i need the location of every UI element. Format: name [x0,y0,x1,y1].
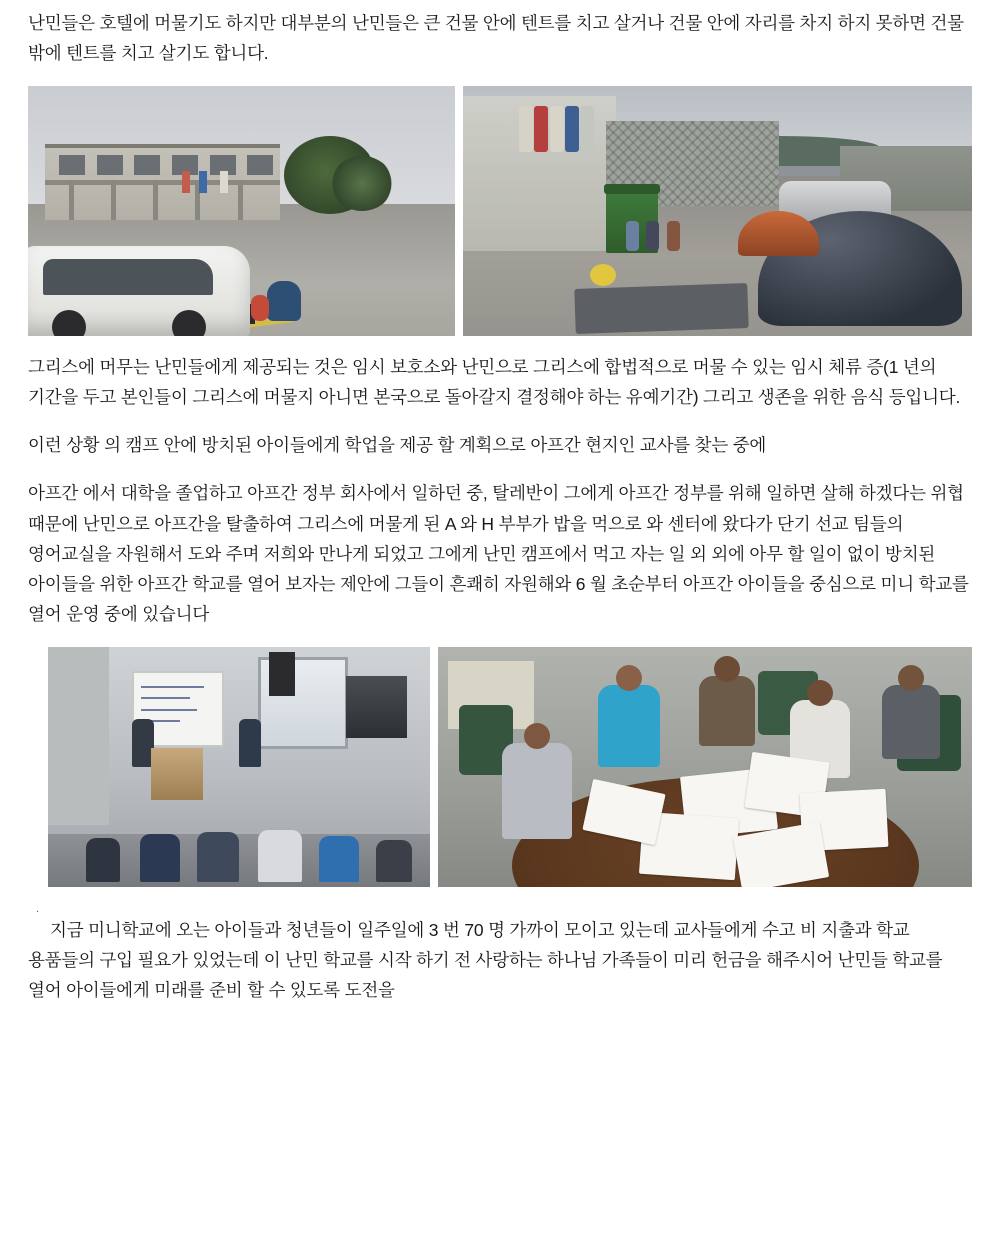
photo-street-building [28,86,455,336]
photo-children-drawing [438,647,972,887]
paragraph-1: 난민들은 호텔에 머물기도 하지만 대부분의 난민들은 큰 건물 안에 텐트를 치고 살거나 건물 안에 자리를 차지 하지 못하면 건물 밖에 텐트를 치고 살기도 합니다. [28,13,964,64]
paragraph-2: 그리스에 머무는 난민들에게 제공되는 것은 임시 보호소와 난민으로 그리스에 합법적으로 머물 수 있는 임시 체류 증(1 년의 기간을 두고 본인들이 그리스에 머물지 아니면 본국으로 돌아갈지 결정해야 하는 유예기간) 그리고 생존을 위한 음식 등입니다. [28,357,961,408]
figure-row-2 [28,647,972,887]
paragraph-5: 지금 미니학교에 오는 아이들과 청년들이 일주일에 3 번 70 명 가까이 모이고 있는데 교사들에게 수고 비 지출과 학교 용품들의 구입 필요가 있었는데 이 난민 학교를 시작 하기 전 사랑하는 하나님 가족들이 미리 헌금을 해주시어 난민들 학교를 열어 아이들에게 미래를 준비 할 수 있도록 도전을 [28,919,943,1001]
paragraph-3: 이런 상황 의 캠프 안에 방치된 아이들에게 학업을 제공 할 계획으로 아프간 현지인 교사를 찾는 중에 [28,435,767,456]
figure-caption-mark: . [36,902,40,915]
figure-row-1 [28,86,972,336]
paragraph-4: 아프간 에서 대학을 졸업하고 아프간 정부 회사에서 일하던 중, 탈레반이 그에게 아프간 정부를 위해 일하면 살해 하겠다는 위협 때문에 난민으로 아프간을 탈출하여 그리스에 머물게 된 A 와 H 부부가 밥을 먹으로 와 센터에 왔다가 단기 선교 팀들의 영어교실을 자원해서 도와 주며 저희와 만나게 되었고 그에게 난민 캠프에서 먹고 자는 일 외 외에 아무 할 일이 없이 방치된 아이들을 위한 아프간 학교를 열어 보자는 제안에 그들이 흔쾌히 자원해와 6 월 초순부터 아프간 아이들을 중심으로 미니 학교를 열어 운영 중에 있습니다 [28,483,969,624]
photo-alley-tents [463,86,972,336]
photo-classroom [48,647,430,887]
